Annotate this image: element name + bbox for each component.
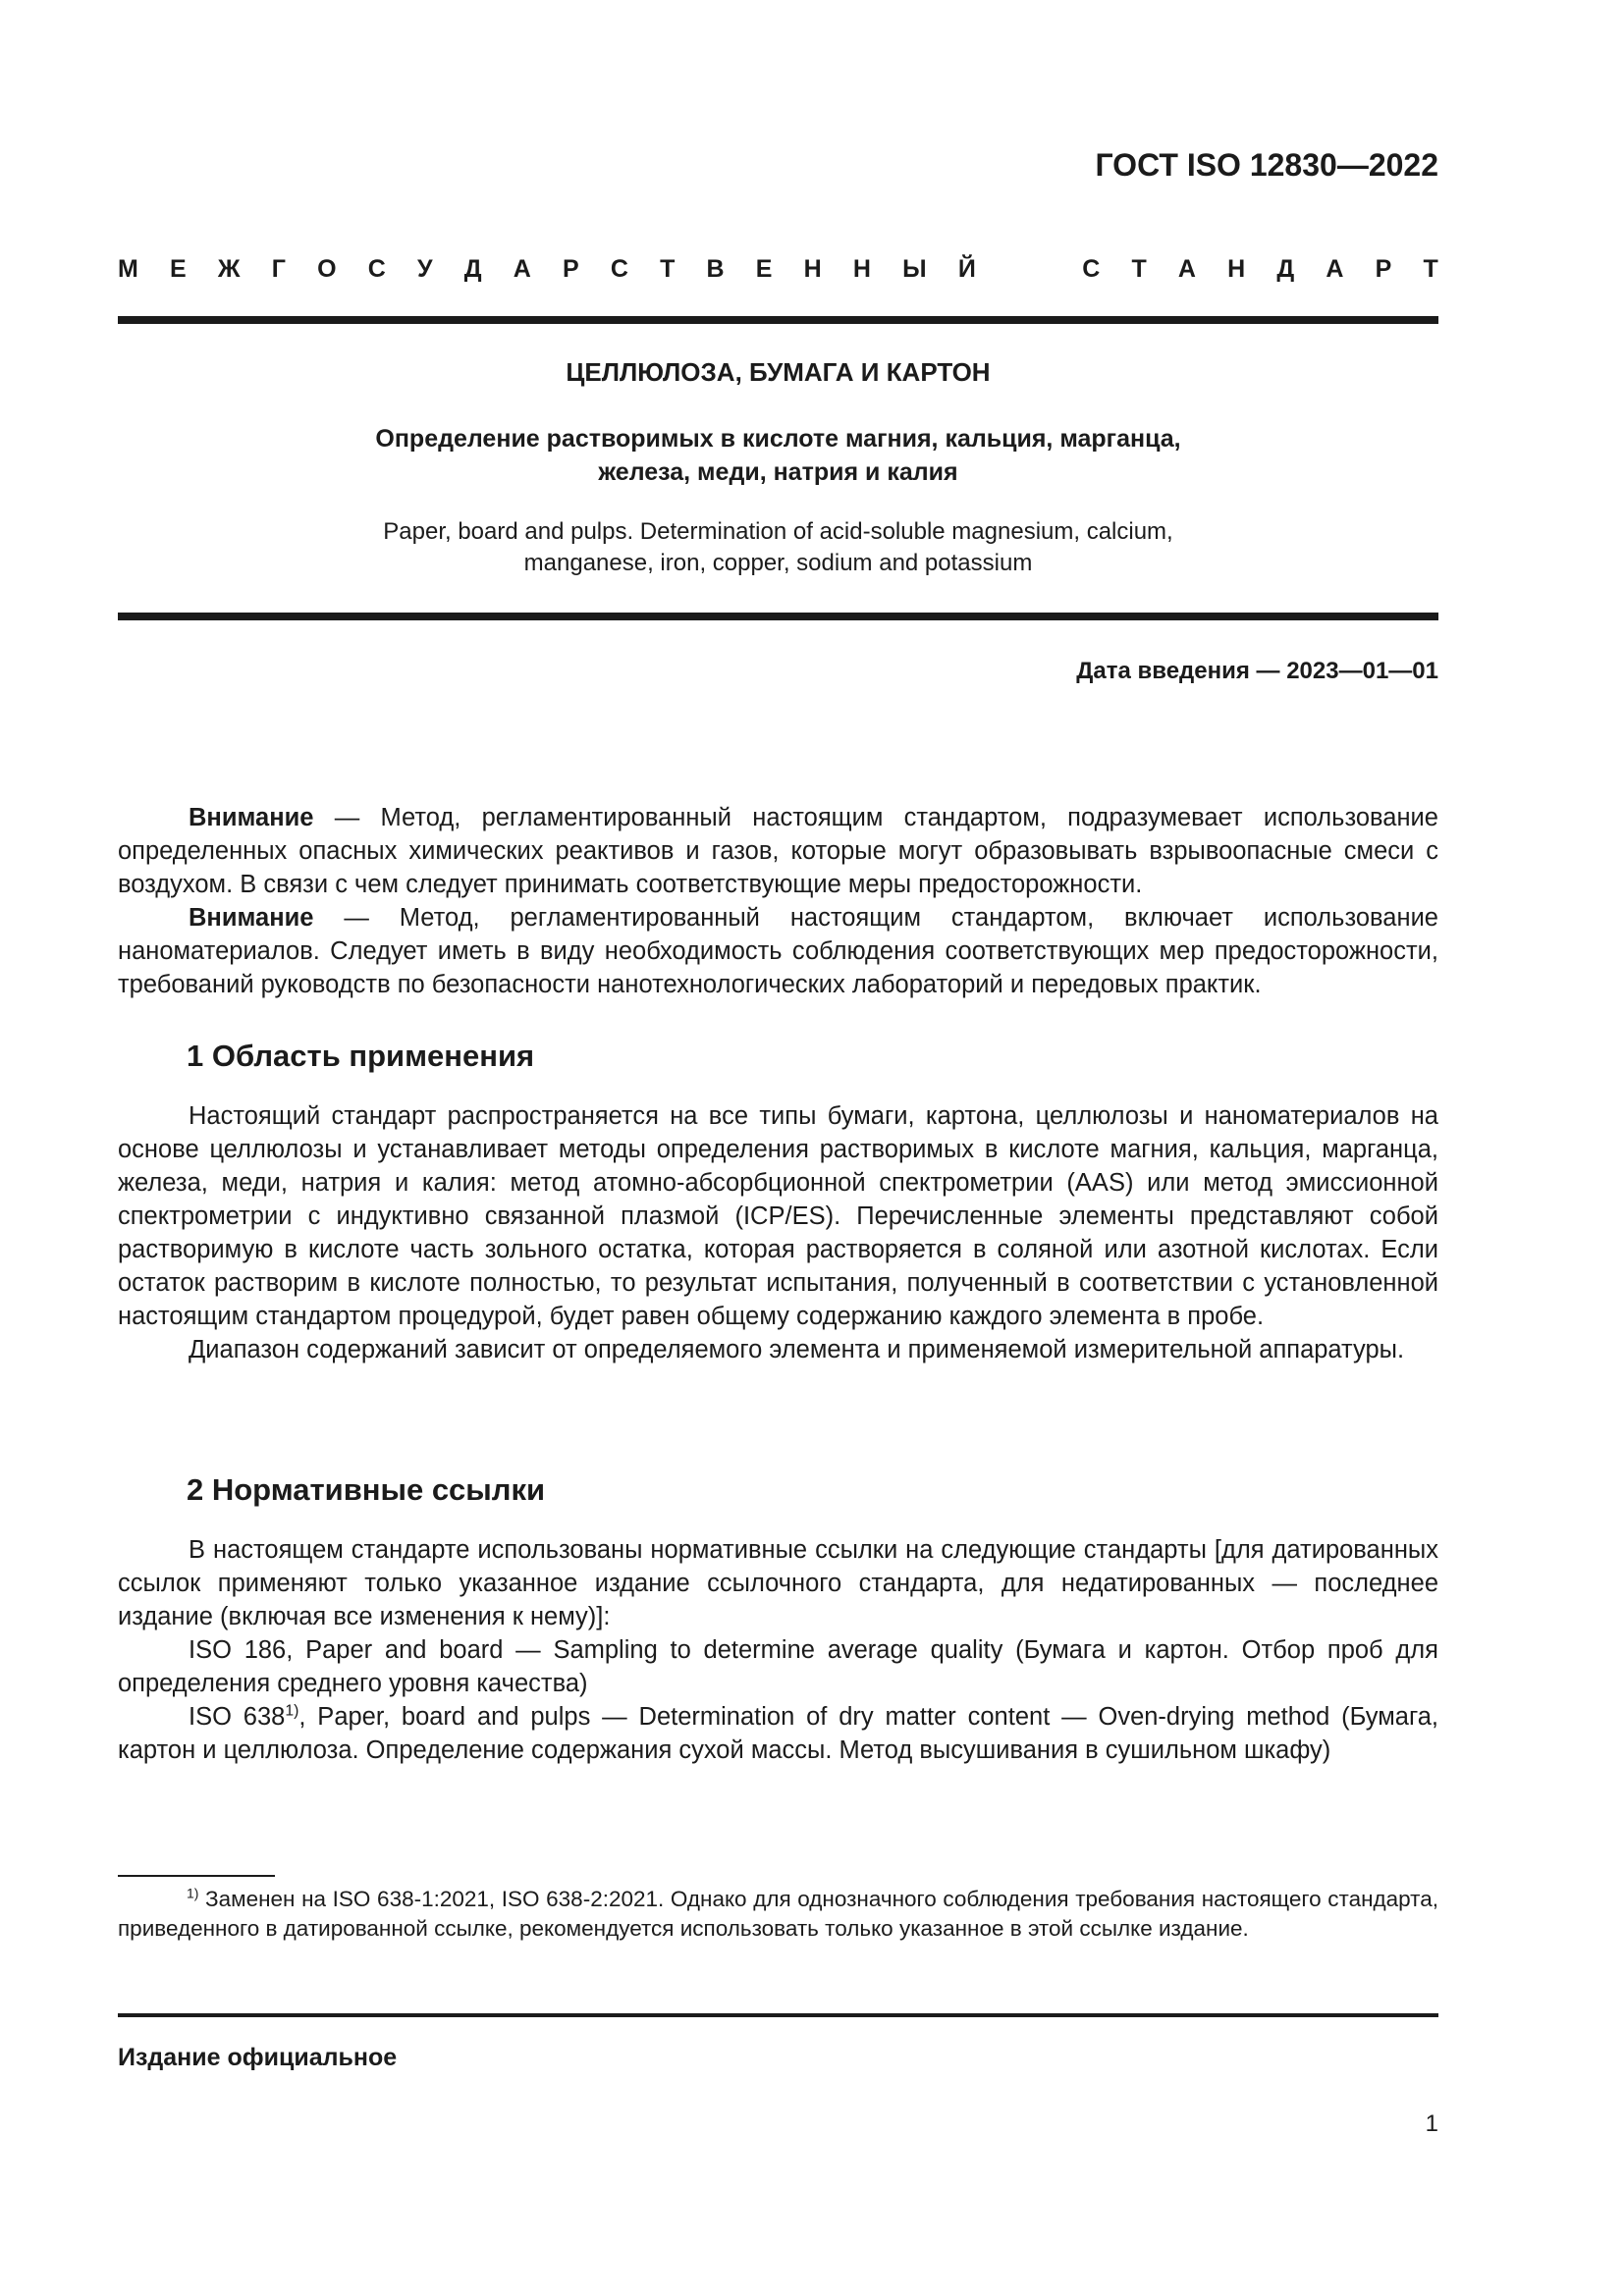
top-divider bbox=[118, 316, 1438, 324]
standard-code: ГОСТ ISO 12830—2022 bbox=[1095, 147, 1438, 183]
word-gap bbox=[1007, 255, 1051, 284]
letter: Е bbox=[170, 255, 187, 283]
letter: А bbox=[1326, 255, 1344, 283]
warning-paragraph bbox=[118, 801, 1438, 901]
bottom-divider bbox=[118, 2013, 1438, 2017]
section-scope-body bbox=[118, 1099, 1438, 1366]
letter: Г bbox=[271, 255, 286, 283]
letter: Р bbox=[562, 255, 579, 283]
letter: Ы bbox=[902, 255, 927, 283]
english-title-line: manganese, iron, copper, sodium and potassium bbox=[523, 550, 1033, 576]
document-title: ЦЕЛЛЮЛОЗА, БУМАГА И КАРТОН bbox=[566, 357, 991, 387]
footnote bbox=[118, 1885, 1438, 1944]
warning-text: — Метод, регламентированный настоящим стандартом, подразумевает использование определенных опасных химических реактивов и газов, которые могут образовывать взрывоопасные смеси с воздухом. В связи с чем следует принимать соответствующие меры предосторожности. bbox=[118, 804, 1438, 898]
reference-code: ISO 638 bbox=[189, 1703, 286, 1731]
letter: Ж bbox=[217, 255, 241, 283]
letter: Й bbox=[957, 255, 976, 283]
english-title bbox=[118, 516, 1438, 579]
edition-label: Издание официальное bbox=[118, 2044, 398, 2071]
subtitle-line: Определение растворимых в кислоте магния, кальция, марганца, bbox=[375, 425, 1181, 453]
letter: Н bbox=[852, 255, 871, 283]
letter: О bbox=[317, 255, 337, 283]
interstate-standard-title bbox=[118, 255, 1438, 284]
letter: Д bbox=[463, 255, 482, 283]
footnote-text: Заменен на ISO 638-1:2021, ISO 638-2:2021. Однако для однозначного соблюдения требования настоящего стандарта, приведенного в датированной ссылке, рекомендуется использовать только указанное в этой ссылке издание. bbox=[118, 1887, 1438, 1941]
section-heading-references: 2 Нормативные ссылки bbox=[187, 1472, 546, 1507]
letter: Т bbox=[1423, 255, 1438, 283]
letter: В bbox=[706, 255, 725, 283]
warning-label: Внимание bbox=[189, 904, 314, 932]
reference-item bbox=[118, 1700, 1438, 1767]
letter: Т bbox=[1131, 255, 1147, 283]
footnote-paragraph bbox=[118, 1885, 1438, 1944]
title-divider bbox=[118, 613, 1438, 620]
reference-item: ISO 186, Paper and board — Sampling to determine average quality (Бумага и картон. Отбор проб для определения среднего уровня качества) bbox=[118, 1636, 1438, 1697]
footnote-separator bbox=[118, 1875, 275, 1877]
letter: Е bbox=[755, 255, 773, 283]
footnote-marker: 1) bbox=[187, 1885, 199, 1901]
warning-label: Внимание bbox=[189, 804, 314, 831]
letter: С bbox=[367, 255, 386, 283]
document-subtitle bbox=[118, 422, 1438, 489]
letter: С bbox=[1082, 255, 1101, 283]
subtitle-line: железа, меди, натрия и калия bbox=[598, 458, 958, 486]
warning-text: — Метод, регламентированный настоящим стандартом, включает использование наноматериалов. Следует иметь в виду необходимость соблюдения соответствующих мер предосторожности, требований руководств по безопасности нанотехнологических лабораторий и передовых практик. bbox=[118, 904, 1438, 998]
letter: М bbox=[118, 255, 138, 283]
letter: А bbox=[1177, 255, 1196, 283]
letter: У bbox=[416, 255, 433, 283]
paragraph: В настоящем стандарте использованы нормативные ссылки на следующие стандарты [для датированных ссылок применяют только указанное издание ссылочного стандарта, для недатированных — последнее издание (включая все изменения к нему)]: bbox=[118, 1536, 1438, 1630]
letter: Н bbox=[1227, 255, 1246, 283]
page-number: 1 bbox=[1425, 2110, 1438, 2137]
letter: Т bbox=[660, 255, 676, 283]
letter: Р bbox=[1375, 255, 1392, 283]
section-heading-scope: 1 Область применения bbox=[187, 1039, 535, 1073]
footnote-ref: 1) bbox=[285, 1702, 299, 1720]
paragraph: Диапазон содержаний зависит от определяемого элемента и применяемой измерительной аппаратуры. bbox=[189, 1336, 1405, 1363]
section-references-body bbox=[118, 1533, 1438, 1767]
reference-text: , Paper, board and pulps — Determination of dry matter content — Oven-drying method (Бумага, картон и целлюлоза. Определение содержания сухой массы. Метод высушивания в сушильном шкафу) bbox=[118, 1703, 1438, 1764]
letter: С bbox=[610, 255, 628, 283]
paragraph: Настоящий стандарт распространяется на все типы бумаги, картона, целлюлозы и наноматериалов на основе целлюлозы и устанавливает методы определения растворимых в кислоте магния, кальция, марганца, железа, меди, натрия и калия: метод атомно-абсорбционной спектрометрии (AAS) или метод эмиссионной спектрометрии с индуктивно связанной плазмой (ICP/ES). Перечисленные элементы представляют собой растворимую в кислоте часть зольного остатка, которая растворяется в соляной или азотной кислотах. Если остаток растворим в кислоте полностью, то результат испытания, полученный в соответствии с установленной настоящим стандартом процедурой, будет равен общему содержанию каждого элемента в пробе. bbox=[118, 1102, 1438, 1330]
english-title-line: Paper, board and pulps. Determination of acid-soluble magnesium, calcium, bbox=[383, 518, 1173, 545]
introduction-date: Дата введения — 2023—01—01 bbox=[1076, 658, 1438, 684]
warnings-block bbox=[118, 801, 1438, 1001]
letter: А bbox=[513, 255, 531, 283]
letter: Н bbox=[803, 255, 822, 283]
warning-paragraph bbox=[118, 901, 1438, 1001]
letter: Д bbox=[1276, 255, 1295, 283]
